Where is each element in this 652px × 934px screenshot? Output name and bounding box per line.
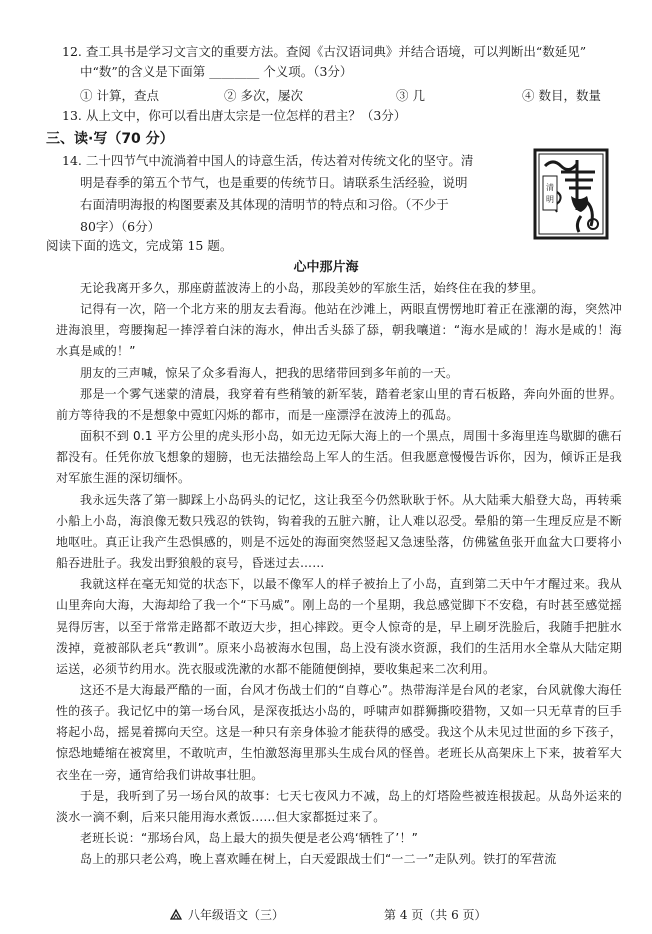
paragraph: 于是，我听到了另一场台风的故事：七天七夜风力不减，岛上的灯塔险些被连根拔起。从岛外运来的淡水一滴不剩，后来只能用海水煮饭……但大家都挺过来了。 (56, 788, 622, 824)
mountain-logo-icon (170, 908, 182, 920)
paragraph: 我就这样在毫无知觉的状态下，以最不像军人的样子被抬上了小岛，直到第二天中午才醒过来。我从山里奔向大海，大海却给了我一个“下马威”。刚上岛的一个星期，我总感觉脚下不安稳，有时甚至感觉摇晃得厉害，以至于常常走路都不敢迈大步，担心摔跤。更令人惊奇的是，早上刷牙洗脸后，我随手把脏水泼掉，竟被部队老兵“教训”。原来小岛被海水包围，岛上没有淡水资源，我们的生活用水全靠从大陆定期运送，必须节约用水。洗衣服或洗漱的水都不能随便倒掉，要收集起来二次利用。 (56, 577, 622, 676)
footer-page-number: 第 4 页（共 6 页） (384, 908, 487, 922)
stamp-label: 清 (546, 183, 554, 192)
paragraph: 老班长说：“那场台风，岛上最大的损失便是老公鸡‘牺牲了’！” (80, 831, 419, 846)
footer-grade-label (170, 906, 284, 923)
option-1: ① 计算，查点 (80, 88, 159, 103)
question-13: 13. 从上文中，你可以看出唐太宗是一位怎样的君主？（3分） (62, 108, 407, 123)
section-heading: 三、读·写（70 分） (46, 131, 174, 147)
question-14-line: 80字）（6分） (80, 219, 161, 234)
question-14-line: 右面清明海报的构图要素及其体现的清明节的特点和习俗。（不少于 (80, 197, 449, 212)
paragraph: 这还不是大海最严酷的一面，台风才伤战士们的“自尊心”。热带海洋是台风的老家，台风就像大海任性的孩子。我记忆中的第一场台风，是深夜抵达小岛的，呼啸声如群狮撕咬猎物，又如一只无草青的巨手将起小岛，摇晃着掷向天空。这是一种只有亲身体验才能获得的感受。我这个从未见过世面的乡下孩子，惊恐地蜷缩在被窝里，不敢吭声，生怕激怒海里那头生成台风的怪兽。老班长从高架床上下来，披着军大衣坐在一旁，通宵给我们讲故事壮胆。 (56, 682, 622, 782)
seal-illustration (531, 146, 611, 242)
question-14-line: 明是春季的第五个节气，也是重要的传统节日。请联系生活经验，说明 (80, 175, 468, 190)
question-12-line-2: 中“数”的含义是下面第 ________ 个义项。（3分） (80, 64, 353, 79)
paragraph: 朋友的三声喊，惊呆了众多看海人，把我的思绪带回到多年前的一天。 (80, 365, 459, 380)
option-4: ④ 数目，数量 (522, 88, 601, 103)
svg-text:明: 明 (546, 195, 554, 204)
article-title: 心中那片海 (293, 260, 359, 275)
footer-left-text: 八年级语文（三） (188, 908, 285, 922)
paragraph: 我永远失落了第一脚踩上小岛码头的记忆，这让我至今仍然耿耿于怀。从大陆乘大船登大岛，再转乘小船上小岛，海浪像无数只残忍的铁钩，钩着我的五脏六腑，让人难以忍受。晕船的第一生理反应是不断地呕吐。真正让我产生恐惧感的，则是不远处的海面突然竖起又急速坠落，仿佛鲨鱼张开血盆大口要将小船吞进肚子。我发出野狼般的哀号，昏迷过去…… (56, 492, 622, 571)
qingming-poster-stamp (531, 146, 611, 242)
paragraph: 记得有一次，陪一个北方来的朋友去看海。他站在沙滩上，两眼直愣愣地盯着正在涨潮的海，突然冲进海浪里，弯腰掬起一捧浮着白沫的海水，伸出舌头舔了舔，朝我嚷道：“海水是咸的！海水是咸的！海水真是咸的！” (56, 302, 622, 359)
question-14 (62, 150, 524, 238)
paragraph: 岛上的那只老公鸡，晚上喜欢睡在树上，白天爱跟战士们“一二一”走队列。铁打的军营流 (80, 852, 557, 867)
paragraph: 面积不到 0.1 平方公里的虎头形小岛，如无边无际大海上的一个黑点，周围十多海里连鸟歇脚的礁石都没有。任凭你放飞想象的翅膀，也无法描绘岛上军人的生活。但我愿意慢慢告诉你，因为，倾诉正是我对军旅生涯的深切缅怀。 (56, 429, 622, 486)
paragraph: 无论我离开多久，那座蔚蓝波涛上的小岛，那段美妙的军旅生活，始终住在我的梦里。 (80, 281, 544, 295)
question-14-line: 14. 二十四节气中流淌着中国人的诗意生活，传达着对传统文化的坚守。清 (62, 153, 474, 168)
article-body (56, 278, 622, 870)
reading-instruction: 阅读下面的选文，完成第 15 题。 (46, 238, 233, 253)
paragraph: 那是一个雾气迷蒙的清晨，我穿着有些稍皱的新军装，踏着老家山里的青石板路，奔向外面的世界。前方等待我的不是想象中霓虹闪烁的都市，而是一座漂浮在波涛上的孤岛。 (56, 386, 622, 422)
question-12-line-1: 12. 查工具书是学习文言文的重要方法。查阅《古汉语词典》并结合语境，可以判断出“数延见” (62, 44, 587, 59)
option-2: ② 多次，屡次 (224, 88, 303, 103)
option-3: ③ 几 (396, 88, 425, 103)
